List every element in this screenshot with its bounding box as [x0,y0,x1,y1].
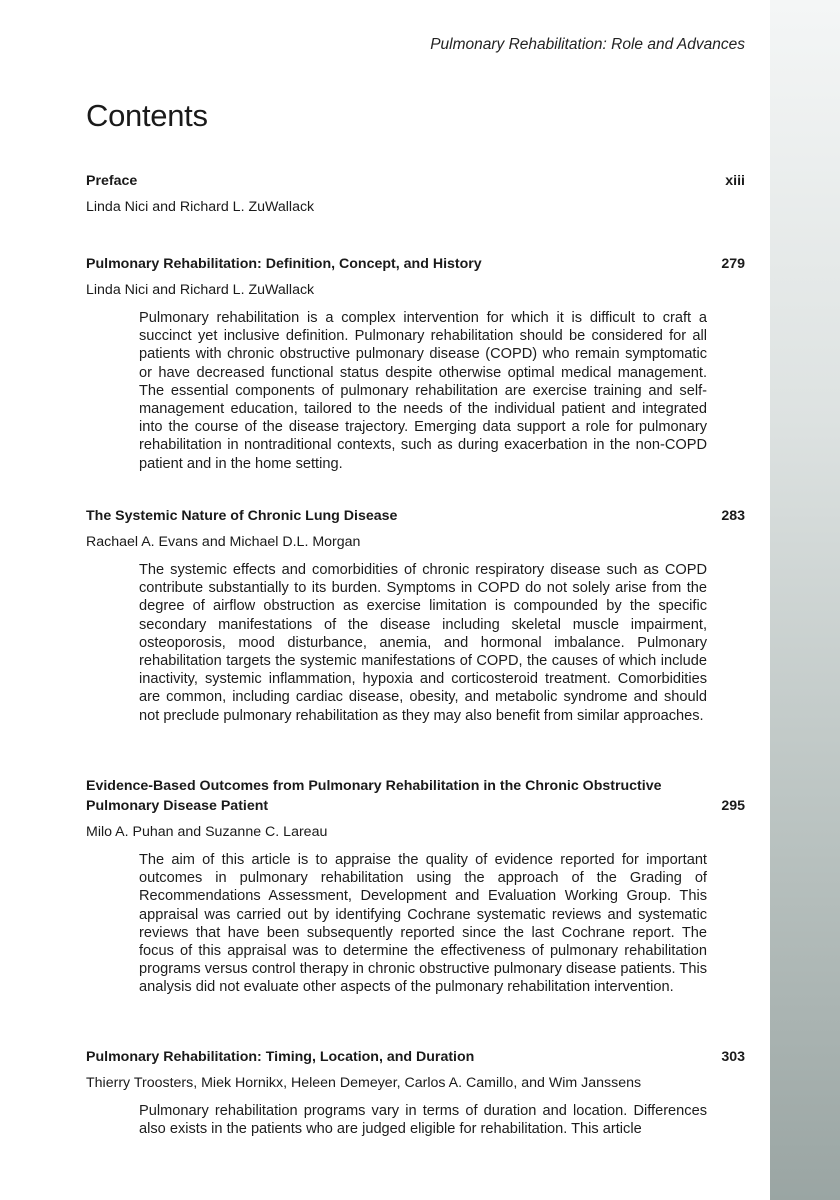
entry-abstract: Pulmonary rehabilitation programs vary in terms of duration and location. Differences also exists in the patients who are judged eligible for rehabilitation. This article [139,1103,707,1138]
page-title: Contents [86,98,208,133]
entry-page-number: 279 [721,256,745,272]
entry-head [86,171,745,191]
entry-page-number: xiii [725,173,745,189]
entry-head [86,1047,745,1067]
entry-authors: Milo A. Puhan and Suzanne C. Lareau [86,824,328,840]
entry-authors: Rachael A. Evans and Michael D.L. Morgan [86,534,361,550]
entry-title[interactable]: Preface [86,173,138,189]
entry-page-number: 303 [721,1049,745,1065]
entry-page-number: 295 [721,798,745,814]
entry-title[interactable]: Pulmonary Rehabilitation: Definition, Concept, and History [86,256,482,272]
entry-title[interactable]: Pulmonary Rehabilitation: Timing, Location, and Duration [86,1049,475,1065]
entry-head [86,254,745,274]
toc-entry-systemic-nature[interactable] [86,506,745,725]
entry-authors: Thierry Troosters, Miek Hornikx, Heleen Demeyer, Carlos A. Camillo, and Wim Janssens [86,1075,642,1091]
entry-head [86,506,745,526]
toc-entry-evidence-based-outcomes[interactable] [86,776,745,997]
entry-abstract: The aim of this article is to appraise the quality of evidence reported for important outcomes in pulmonary rehabilitation using the approach of the Grading of Recommendations Assessment, Development and Evaluation Working Group. This appraisal was carried out by identifying Cochrane systematic reviews and systematic reviews that have been subsequently reported since the last Cochrane report. The focus of this appraisal was to determine the effectiveness of pulmonary rehabilitation programs versus control therapy in chronic obstructive pulmonary disease patients. This analysis did not evaluate other aspects of the pulmonary rehabilitation intervention. [139,852,707,996]
entry-page-number: 283 [721,508,745,524]
entry-title[interactable]: The Systemic Nature of Chronic Lung Disease [86,508,398,524]
running-head: Pulmonary Rehabilitation: Role and Advances [430,36,745,53]
entry-authors: Linda Nici and Richard L. ZuWallack [86,199,315,215]
decorative-side-band [770,0,840,1200]
entry-authors: Linda Nici and Richard L. ZuWallack [86,282,315,298]
entry-abstract: The systemic effects and comorbidities of chronic respiratory disease such as COPD contribute substantially to its burden. Symptoms in COPD do not solely arise from the degree of airflow obstruction as exercise limitation is compounded by the specific secondary manifestations of the disease including skeletal muscle impairment, osteoporosis, mood disturbance, anemia, and hormonal imbalance. Pulmonary rehabilitation targets the systemic manifestations of COPD, the causes of which include inactivity, systemic inflammation, hypoxia and corticosteroid treatment. Comorbidities are common, including cardiac disease, obesity, and metabolic syndrome and should not preclude pulmonary rehabilitation as they may also benefit from similar approaches. [139,562,707,724]
toc-entry-timing-location-duration[interactable] [86,1047,745,1138]
toc-entry-definition[interactable] [86,254,745,473]
entry-title[interactable]: Evidence-Based Outcomes from Pulmonary Rehabilitation in the Chronic Obstructive Pulmonary Disease Patient [86,778,662,814]
toc-entry-preface[interactable] [86,171,745,217]
entry-abstract: Pulmonary rehabilitation is a complex intervention for which it is difficult to craft a succinct yet inclusive definition. Pulmonary rehabilitation should be considered for all patients with chronic obstructive pulmonary disease (COPD) who remain symptomatic or have decreased functional status despite otherwise optimal medical management. The essential components of pulmonary rehabilitation are exercise training and self-management education, tailored to the needs of the individual patient and integrated into the course of the disease trajectory. Emerging data support a role for pulmonary rehabilitation in nontraditional contexts, such as during exacerbation in the non-COPD patient and in the home setting. [139,310,707,472]
entry-head [86,776,745,816]
